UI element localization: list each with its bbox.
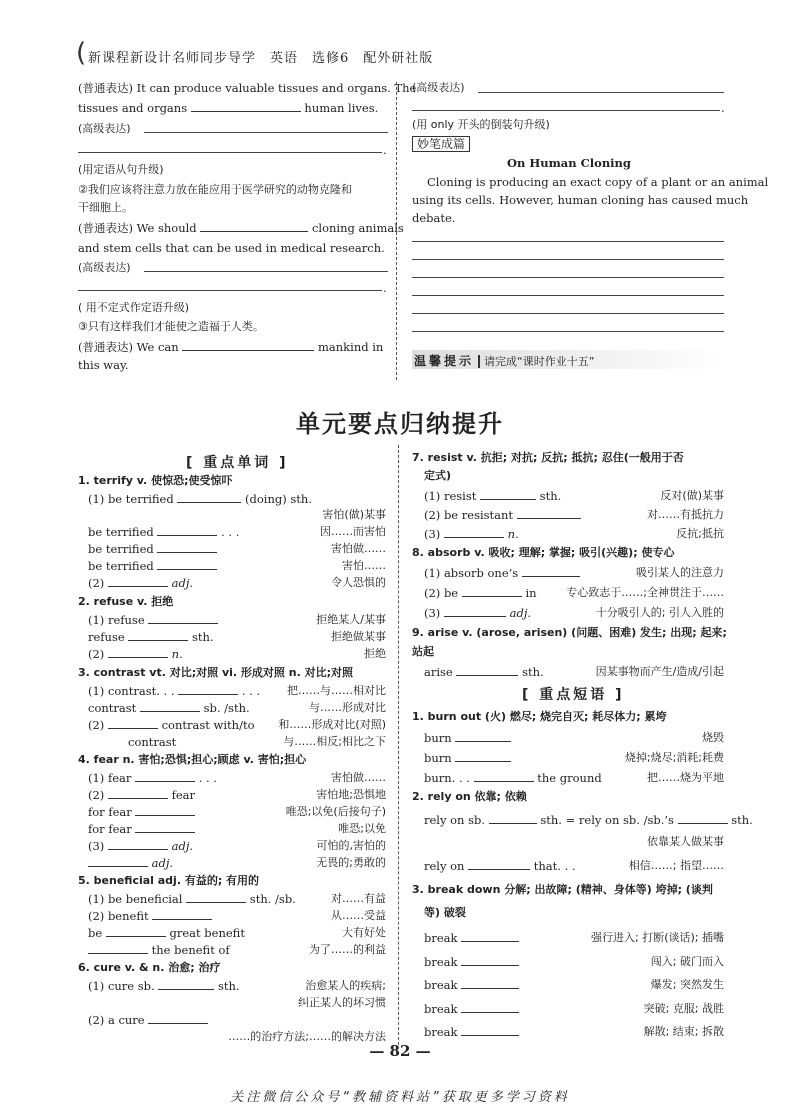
text-line: (普通表达) We should cloning animals bbox=[78, 221, 404, 235]
fill-blank[interactable] bbox=[140, 700, 200, 712]
fill-blank[interactable] bbox=[106, 925, 166, 937]
fill-blank[interactable] bbox=[177, 491, 241, 503]
fill-blank[interactable] bbox=[135, 770, 195, 782]
writing-line[interactable] bbox=[412, 295, 724, 296]
fill-blank[interactable] bbox=[108, 838, 168, 850]
fill-blank[interactable] bbox=[461, 977, 519, 989]
item-title: 2. refuse v. 拒绝 bbox=[78, 595, 174, 608]
footer-watermark: 关注微信公众号“教辅资料站”获取更多学习资料 bbox=[230, 1090, 570, 1105]
item-title: 4. fear n. 害怕;恐惧;担心;顾虑 v. 害怕;担心 bbox=[78, 753, 307, 766]
tip: 温馨提示 请完成“课时作业十五” bbox=[414, 354, 595, 368]
answer-line[interactable] bbox=[412, 110, 720, 111]
chinese-sentence: 干细胞上。 bbox=[78, 201, 133, 214]
writing-line[interactable] bbox=[412, 313, 724, 314]
fill-blank[interactable] bbox=[461, 954, 519, 966]
answer-line[interactable] bbox=[78, 290, 382, 291]
fill-blank[interactable] bbox=[461, 1001, 519, 1013]
item-title: 7. resist v. 抗拒; 对抗; 反抗; 抵抗; 忍住(一般用于否 bbox=[412, 451, 684, 464]
fill-blank[interactable] bbox=[462, 585, 522, 597]
hint: (用定语从句升级) bbox=[78, 163, 164, 176]
fill-blank[interactable] bbox=[128, 629, 188, 641]
chinese-sentence: ③只有这样我们才能使之造福于人类。 bbox=[78, 320, 264, 333]
fill-blank[interactable] bbox=[455, 730, 511, 742]
essay-text: using its cells. However, human cloning has caused much bbox=[412, 193, 749, 207]
fill-blank[interactable] bbox=[474, 770, 534, 782]
fill-blank[interactable] bbox=[148, 1012, 208, 1024]
fill-blank[interactable] bbox=[444, 526, 504, 538]
fill-blank[interactable] bbox=[455, 750, 511, 762]
fill-blank[interactable] bbox=[456, 664, 518, 676]
item-title: 1. burn out (火) 燃尽; 烧完自灭; 耗尽体力; 累垮 bbox=[412, 710, 667, 723]
label-advanced: (高级表达) bbox=[412, 81, 465, 94]
item-title: 5. beneficial adj. 有益的; 有用的 bbox=[78, 874, 260, 887]
text-line: and stem cells that can be used in medical research. bbox=[78, 241, 385, 255]
fill-blank[interactable] bbox=[444, 605, 506, 617]
essay-text: debate. bbox=[412, 211, 456, 225]
writing-line[interactable] bbox=[412, 259, 724, 260]
page-header: 新课程新设计名师同步导学 英语 选修6 配外研社版 bbox=[88, 51, 434, 66]
fill-blank[interactable] bbox=[88, 855, 148, 867]
text-line: (普通表达) We can mankind in bbox=[78, 340, 384, 354]
fill-blank[interactable] bbox=[88, 942, 148, 954]
writing-line[interactable] bbox=[412, 241, 724, 242]
subheading-key-words: [ 重点单词 ] bbox=[186, 455, 289, 471]
item-title: 3. break down 分解; 出故障; (精神、身体等) 垮掉; (谈判 bbox=[412, 883, 713, 896]
fill-blank[interactable] bbox=[182, 339, 314, 351]
label-advanced: (高级表达) bbox=[78, 261, 131, 274]
essay-title: On Human Cloning bbox=[507, 156, 631, 170]
fill-blank[interactable] bbox=[108, 575, 168, 587]
fill-blank[interactable] bbox=[200, 220, 308, 232]
page-number: — 82 — bbox=[369, 1042, 431, 1060]
chinese-sentence: ②我们应该将注意力放在能应用于医学研究的动物克隆和 bbox=[78, 183, 352, 196]
writing-section-label: 妙笔成篇 bbox=[412, 135, 470, 152]
fill-blank[interactable] bbox=[135, 804, 195, 816]
fill-blank[interactable] bbox=[108, 787, 168, 799]
answer-line[interactable] bbox=[144, 132, 388, 133]
subheading-key-phrases: [ 重点短语 ] bbox=[522, 687, 625, 703]
fill-blank[interactable] bbox=[108, 717, 158, 729]
item-title: 8. absorb v. 吸收; 理解; 掌握; 吸引(兴趣); 使专心 bbox=[412, 546, 675, 559]
answer-line[interactable] bbox=[144, 271, 388, 272]
text-line: tissues and organs human lives. bbox=[78, 101, 379, 115]
item-title: 9. arise v. (arose, arisen) (问题、困难) 发生; 出现; 起来; bbox=[412, 626, 727, 639]
fill-blank[interactable] bbox=[480, 488, 536, 500]
fill-blank[interactable] bbox=[489, 812, 537, 824]
label-advanced: (高级表达) bbox=[78, 122, 131, 135]
item-title: 3. contrast vt. 对比;对照 vi. 形成对照 n. 对比;对照 bbox=[78, 666, 353, 679]
writing-line[interactable] bbox=[412, 277, 724, 278]
fill-blank[interactable] bbox=[461, 930, 519, 942]
answer-line[interactable] bbox=[78, 152, 382, 153]
item-title: 1. terrify v. 使惊恐;使受惊吓 bbox=[78, 474, 233, 487]
header-bracket: ( bbox=[76, 38, 87, 68]
fill-blank[interactable] bbox=[108, 646, 168, 658]
hint: ( 用不定式作定语升级) bbox=[78, 301, 190, 314]
text-line: (普通表达) It can produce valuable tissues and organs. The bbox=[78, 81, 417, 95]
fill-blank[interactable] bbox=[191, 100, 301, 112]
item-title: 6. cure v. & n. 治愈; 治疗 bbox=[78, 961, 221, 974]
hint: (用 only 开头的倒装句升级) bbox=[412, 118, 550, 131]
text-line: this way. bbox=[78, 358, 129, 372]
column-divider bbox=[398, 445, 399, 1045]
writing-line[interactable] bbox=[412, 331, 724, 332]
answer-line[interactable] bbox=[478, 92, 724, 93]
fill-blank[interactable] bbox=[135, 821, 195, 833]
fill-blank[interactable] bbox=[678, 812, 728, 824]
fill-blank[interactable] bbox=[461, 1024, 519, 1036]
section-title: 单元要点归纳提升 bbox=[296, 410, 504, 438]
essay-text: Cloning is producing an exact copy of a plant or an animal bbox=[427, 175, 769, 189]
fill-blank[interactable] bbox=[468, 858, 530, 870]
item-title: 2. rely on 依靠; 依赖 bbox=[412, 790, 527, 803]
